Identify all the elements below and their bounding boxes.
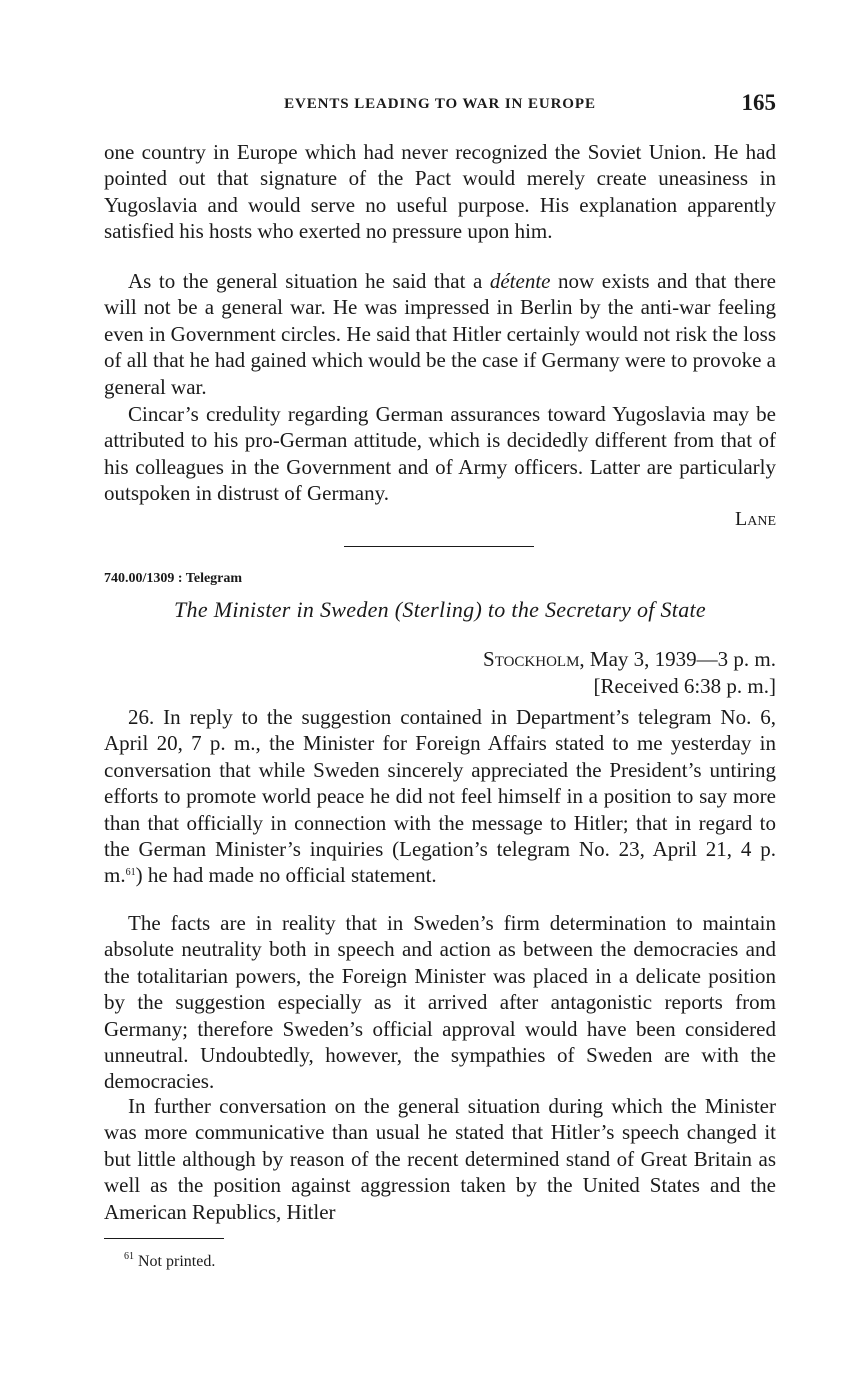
footnote-reference: 61 bbox=[125, 867, 136, 879]
text-span: ) he had made no official statement. bbox=[135, 863, 437, 888]
italic-term: détente bbox=[489, 269, 551, 293]
dateline-date: May 3, 1939—3 p. m. bbox=[584, 647, 776, 671]
running-head-title: EVENTS LEADING TO WAR IN EUROPE bbox=[284, 96, 596, 112]
dateline bbox=[104, 646, 776, 672]
text-span: now exists and that there will not be a general war. He was impressed in Berlin by the anti-war feeling even in Government circles. He said that Hitler certainly would not risk the loss of all that he had gained which would be the case if Germany were to provoke a general war. bbox=[104, 269, 776, 399]
paragraph-reply bbox=[104, 704, 776, 889]
dateline-place: Stockholm, bbox=[483, 647, 585, 671]
paragraph-facts: The facts are in reality that in Sweden’s firm determination to maintain absolute neutrality both in speech and action as between the democracies and the totalitarian powers, the Foreign Minister was placed in a delicate position by the suggestion especially as it arrived after antagonistic reports from Germany; therefore Sweden’s official approval would have been considered unneutral. Undoubtedly, however, the sympathies of Sweden are with the democracies. bbox=[104, 911, 776, 1094]
document-title: The Minister in Sweden (Sterling) to the Secretary of State bbox=[174, 597, 706, 622]
text-span: 26. In reply to the suggestion contained in Department’s telegram No. 6, April 20, 7 p. m., the Minister for Foreign Affairs stated to me yesterday in conversation that while Sweden sincerely appreciated the President’s untiring efforts to promote world peace he did not feel himself in a position to say more than that officially in connection with the message to Hitler; that in regard to the German Minister’s inquiries (Legation’s telegram No. 23, April 21, 4 p. m. bbox=[104, 705, 776, 888]
paragraph-continuation: one country in Europe which had never recognized the Soviet Union. He had pointed out that signature of the Pact would merely create uneasiness in Yugoslavia and would serve no useful purpose. His explanation apparently satisfied his hosts who exerted no pressure upon him. bbox=[104, 140, 776, 244]
section-divider bbox=[344, 546, 534, 547]
received-line: [Received 6:38 p. m.] bbox=[593, 674, 776, 698]
text-span: As to the general situation he said that a bbox=[128, 269, 490, 293]
signature-lane: Lane bbox=[735, 508, 776, 530]
footnote-rule bbox=[104, 1238, 224, 1239]
document-file-number: 740.00/1309 : Telegram bbox=[104, 571, 243, 586]
running-head bbox=[104, 90, 776, 120]
paragraph-further-conversation: In further conversation on the general situation during which the Minister was more communicative than usual he stated that Hitler’s speech changed it but little although by reason of the recent determined stand of Great Britain as well as the position against aggression taken by the United States and the American Republics, Hitler bbox=[104, 1094, 776, 1224]
paragraph-cincar: Cincar’s credulity regarding German assurances toward Yugoslavia may be attributed to his pro-German attitude, which is decidedly different from that of his colleagues in the Government and of Army officers. Latter are particularly outspoken in distrust of Germany. bbox=[104, 402, 776, 506]
footnote-marker: 61 bbox=[124, 1251, 134, 1262]
footnote-text: Not printed. bbox=[134, 1253, 216, 1270]
footnote bbox=[124, 1253, 215, 1271]
paragraph-general-situation bbox=[104, 268, 776, 400]
page-number: 165 bbox=[741, 90, 776, 115]
